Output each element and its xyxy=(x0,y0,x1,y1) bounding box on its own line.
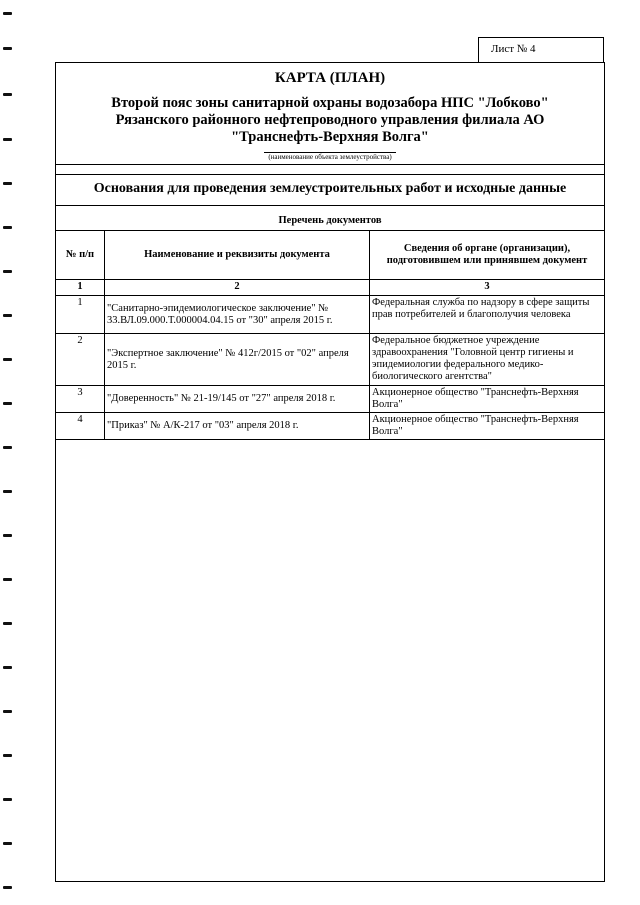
binder-hole xyxy=(3,270,12,273)
binder-hole xyxy=(3,666,12,669)
binder-hole xyxy=(3,754,12,757)
binder-hole xyxy=(3,226,12,229)
binder-hole xyxy=(3,842,12,845)
object-name xyxy=(56,95,604,146)
binder-hole xyxy=(3,358,12,361)
binder-hole xyxy=(3,886,12,889)
binder-hole xyxy=(3,710,12,713)
table-row xyxy=(56,296,604,334)
document-frame xyxy=(55,62,605,882)
binder-hole xyxy=(3,622,12,625)
row-number: 1 xyxy=(56,296,105,334)
column-header-organ: Сведения об органе (организации), подготовившем или принявшем документ xyxy=(370,231,605,280)
map-title: КАРТА (ПЛАН) xyxy=(274,70,386,86)
object-caption: (наименование объекта землеустройства) xyxy=(264,152,395,162)
column-header-name: Наименование и реквизиты документа xyxy=(105,231,370,280)
binder-hole xyxy=(3,446,12,449)
binder-hole xyxy=(3,578,12,581)
binder-hole xyxy=(3,534,12,537)
binder-hole xyxy=(3,402,12,405)
title-block xyxy=(56,63,604,165)
table-row xyxy=(56,386,604,413)
document-name: "Санитарно-эпидемиологическое заключение" № 33.ВЛ.09.000.Т.000004.04.15 от "30" апреля 2015 г. xyxy=(105,296,370,334)
binder-hole xyxy=(3,798,12,801)
row-number: 4 xyxy=(56,413,105,440)
document-organ: Федеральное бюджетное учреждение здравоохранения "Головной центр гигиены и эпидемиологии федерального медико-биологического агентства" xyxy=(370,334,605,386)
column-number: 1 xyxy=(56,280,105,296)
document-name: "Доверенность" № 21-19/145 от "27" апреля 2018 г. xyxy=(105,386,370,413)
document-organ: Акционерное общество "Транснефть-Верхняя Волга" xyxy=(370,413,605,440)
binder-hole xyxy=(3,490,12,493)
column-numbers-row xyxy=(56,280,604,296)
document-name: "Приказ" № А/К-217 от "03" апреля 2018 г. xyxy=(105,413,370,440)
binder-hole xyxy=(3,93,12,96)
object-name-line: Второй пояс зоны санитарной охраны водозабора НПС "Лобково" xyxy=(111,95,549,111)
column-header-num: № п/п xyxy=(56,231,105,280)
row-number: 2 xyxy=(56,334,105,386)
section-title: Основания для проведения землеустроительных работ и исходные данные xyxy=(56,174,604,206)
column-number: 3 xyxy=(370,280,605,296)
table-row xyxy=(56,334,604,386)
object-name-line: "Транснефть-Верхняя Волга" xyxy=(231,129,429,145)
binder-hole xyxy=(3,182,12,185)
row-number: 3 xyxy=(56,386,105,413)
column-number: 2 xyxy=(105,280,370,296)
table-header-row xyxy=(56,231,604,280)
document-name: "Экспертное заключение" № 412г/2015 от "02" апреля 2015 г. xyxy=(105,334,370,386)
table-row xyxy=(56,413,604,440)
document-organ: Акционерное общество "Транснефть-Верхняя Волга" xyxy=(370,386,605,413)
binder-hole xyxy=(3,12,12,15)
documents-list-title: Перечень документов xyxy=(56,211,604,231)
documents-table xyxy=(56,231,604,440)
binder-hole xyxy=(3,47,12,50)
binder-hole xyxy=(3,314,12,317)
document-organ: Федеральная служба по надзору в сфере защиты прав потребителей и благополучия человека xyxy=(370,296,605,334)
sheet-number: Лист № 4 xyxy=(478,37,604,62)
object-name-line: Рязанского районного нефтепроводного управления филиала АО xyxy=(115,112,545,128)
binder-holes xyxy=(3,0,15,905)
binder-hole xyxy=(3,138,12,141)
